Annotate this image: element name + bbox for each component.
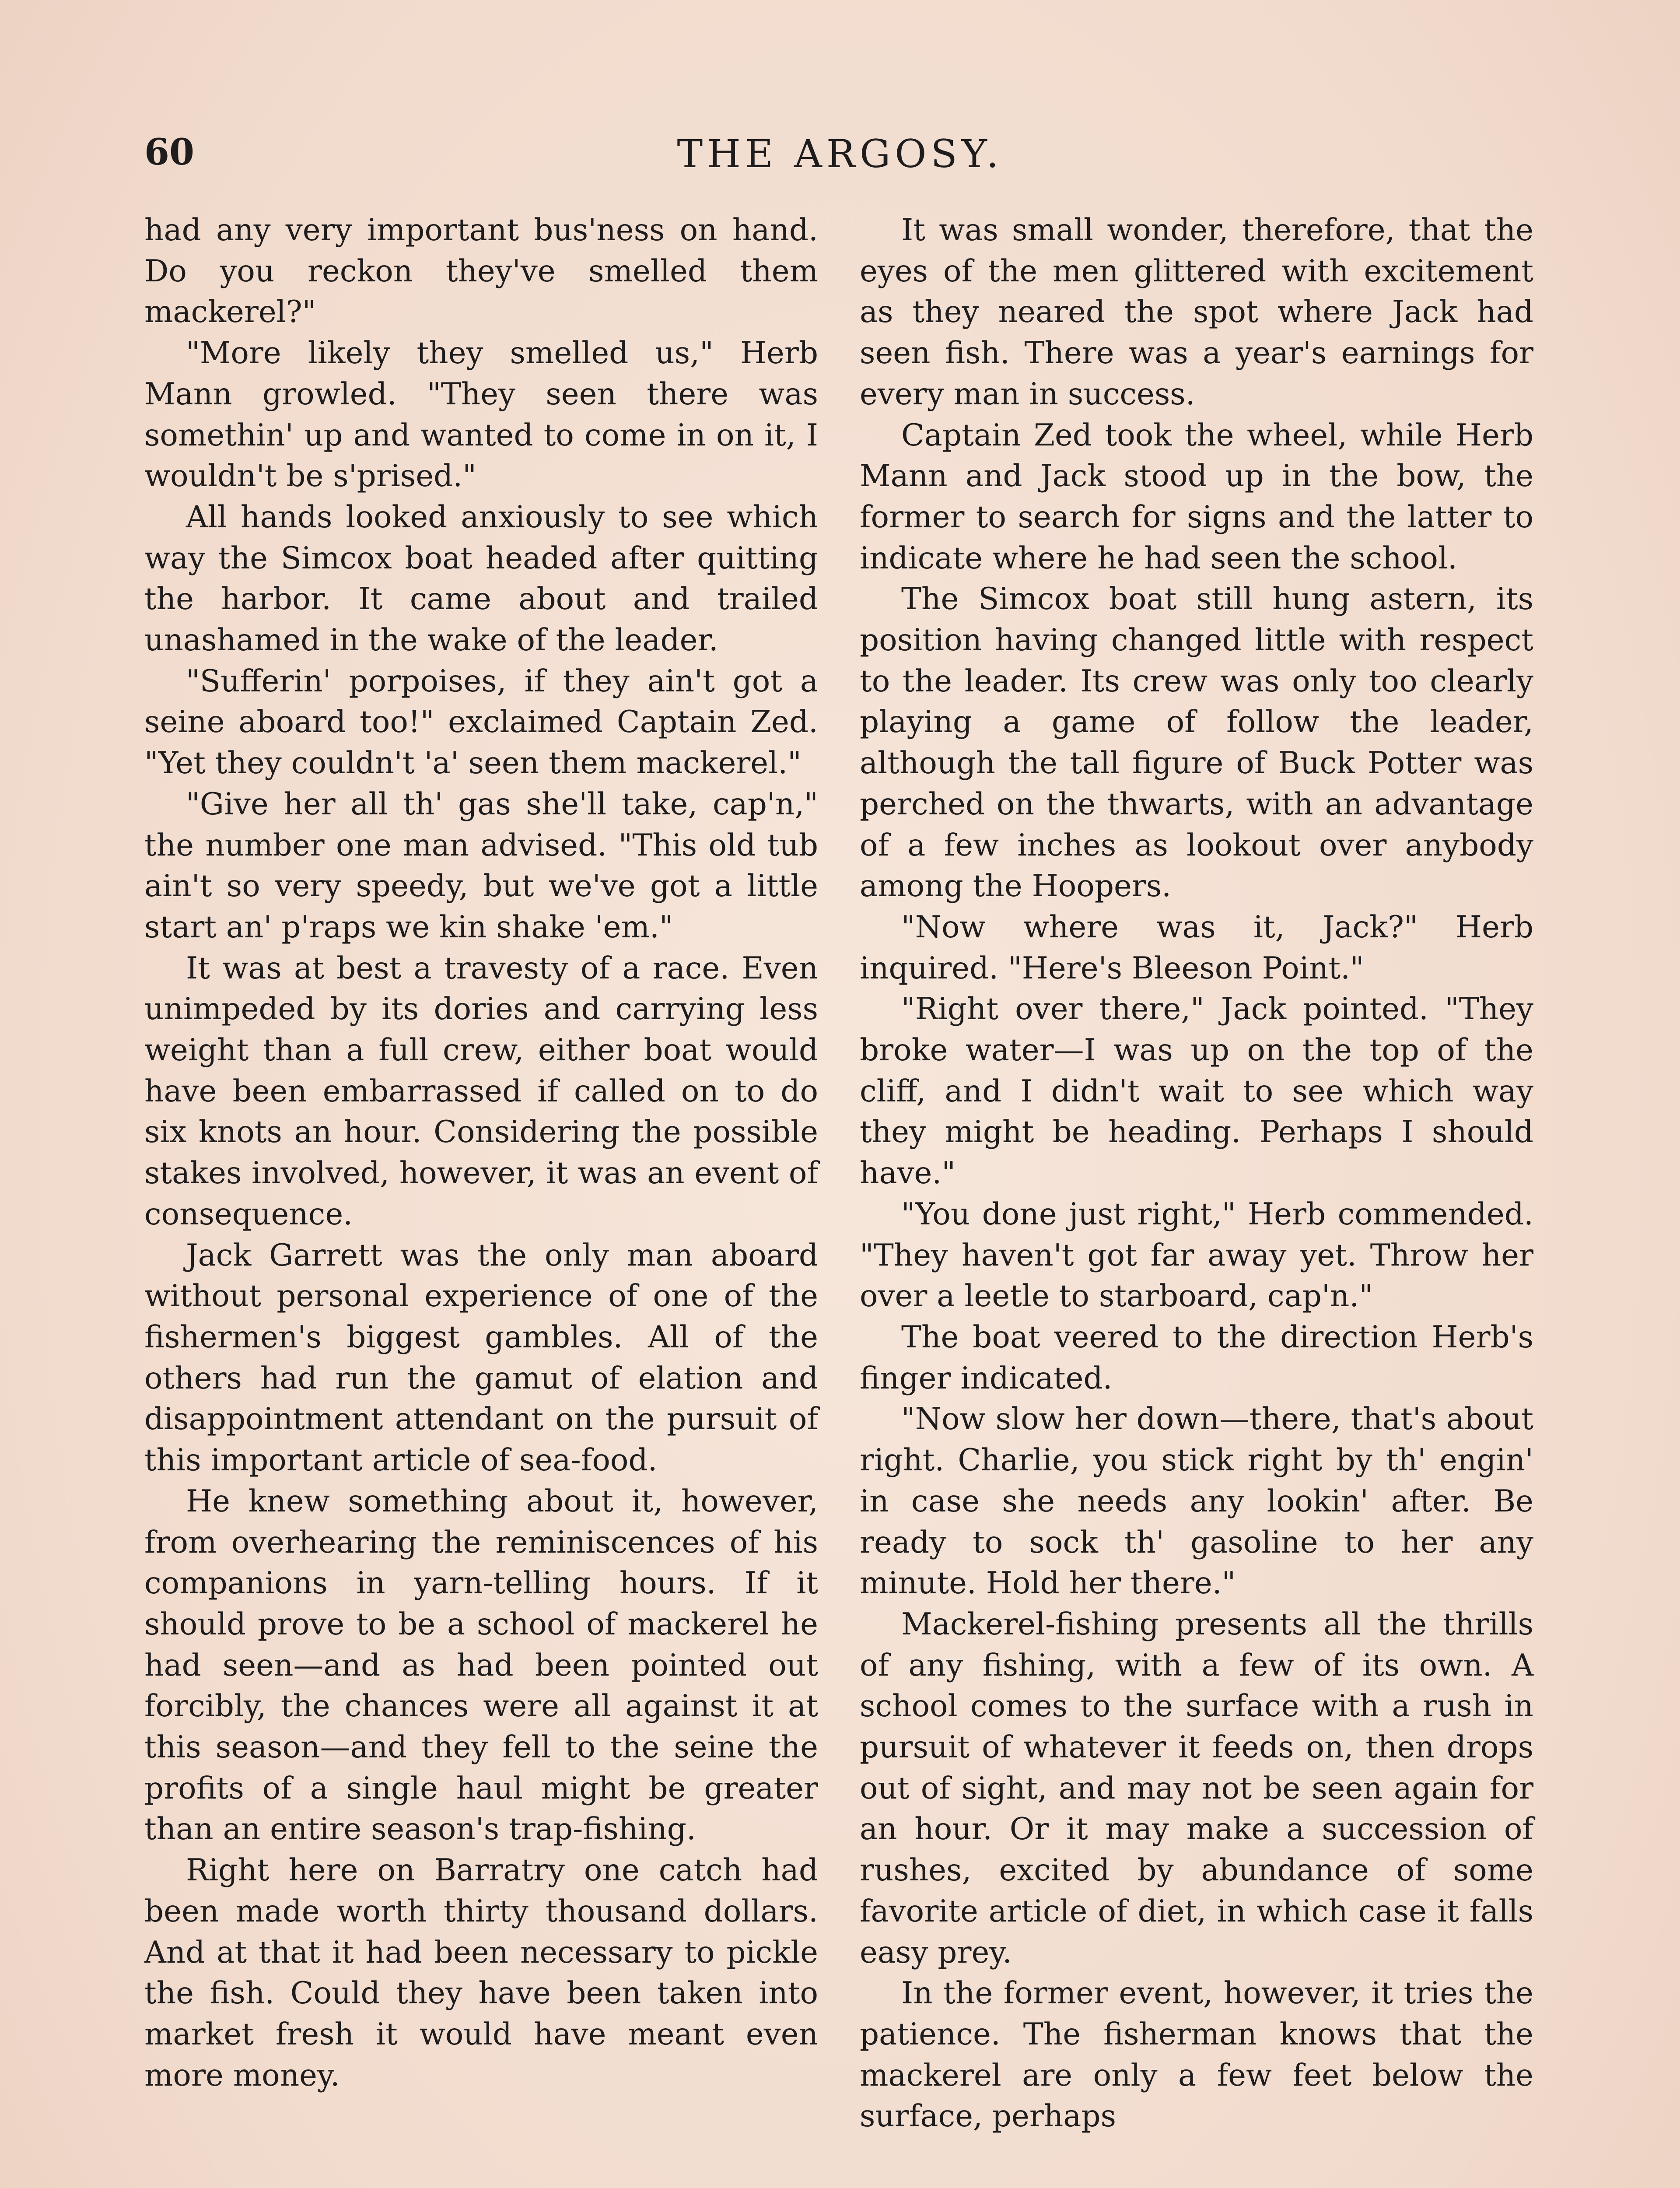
page-number: 60 [144, 131, 195, 173]
right-column [860, 210, 1533, 2137]
paragraph: "Now where was it, Jack?" Herb inquired. "Here's Bleeson Point." [860, 909, 1533, 986]
paragraph: "You done just right," Herb commended. "They haven't got far away yet. Throw her over a leetle to starboard, cap'n." [860, 1196, 1533, 1314]
page-header [144, 127, 1536, 188]
paragraph: "Sufferin' porpoises, if they ain't got a seine aboard too!" exclaimed Captain Zed. "Yet they couldn't 'a' seen them mackerel." [144, 663, 818, 781]
running-title: THE ARGOSY. [677, 131, 1003, 176]
paragraph: "Right over there," Jack pointed. "They broke water—I was up on the top of the cliff, and I didn't wait to see which way they might be heading. Perhaps I should have." [860, 992, 1533, 1191]
paragraph: It was small wonder, therefore, that the eyes of the men glittered with excitement as they neared the spot where Jack had seen fish. There was a year's earnings for every man in success. [860, 213, 1533, 412]
paragraph: "Now slow her down—there, that's about right. Charlie, you stick right by th' engin' in case she needs any lookin' after. Be ready to sock th' gasoline to her any minute. Hold her there." [860, 1402, 1533, 1601]
left-column [144, 210, 818, 2096]
paragraph: Right here on Barratry one catch had been made worth thirty thousand dollars. And at that it had been necessary to pickle the fish. Could they have been taken into market fresh it would have meant even more money. [144, 1853, 818, 2093]
paragraph: The Simcox boat still hung astern, its position having changed little with respect to the leader. Its crew was only too clearly playing a game of follow the leader, although the tall figure of Buck Potter was perched on the thwarts, with an advantage of a few inches as lookout over anybody among the Hoopers. [860, 582, 1533, 904]
paragraph: He knew something about it, however, from overhearing the reminiscences of his companions in yarn-telling hours. If it should prove to be a school of mackerel he had seen—and as had been pointed out forcibly, the chances were all against it at this season—and they fell to the seine the profits of a single haul might be greater than an entire season's trap-fishing. [144, 1483, 818, 1847]
paragraph: All hands looked anxiously to see which way the Simcox boat headed after quitting the harbor. It came about and trailed unashamed in the wake of the leader. [144, 499, 818, 658]
paragraph: Captain Zed took the wheel, while Herb Mann and Jack stood up in the bow, the former to search for signs and the latter to indicate where he had seen the school. [860, 417, 1533, 576]
paragraph: Jack Garrett was the only man aboard without personal experience of one of the fishermen's biggest gambles. All of the others had run the gamut of elation and disappointment attendant on the pursuit of this important article of sea-food. [144, 1238, 818, 1478]
paragraph: "More likely they smelled us," Herb Mann growled. "They seen there was somethin' up and wanted to come in on it, I wouldn't be s'prised." [144, 336, 818, 494]
paragraph: The boat veered to the direction Herb's finger indicated. [860, 1319, 1533, 1396]
paragraph: In the former event, however, it tries the patience. The fisherman knows that the mackerel are only a few feet below the surface, perhaps [860, 1976, 1533, 2134]
paragraph: had any very important bus'ness on hand. Do you reckon they've smelled them mackerel?" [144, 213, 818, 330]
paragraph: Mackerel-fishing presents all the thrills of any fishing, with a few of its own. A school comes to the surface with a rush in pursuit of whatever it feeds on, then drops out of sight, and may not be seen again for an hour. Or it may make a succession of rushes, excited by abundance of some favorite article of diet, in which case it falls easy prey. [860, 1606, 1533, 1970]
paragraph: "Give her all th' gas she'll take, cap'n," the number one man advised. "This old tub ain't so very speedy, but we've got a little start an' p'raps we kin shake 'em." [144, 786, 818, 945]
paragraph: It was at best a travesty of a race. Even unimpeded by its dories and carrying less weight than a full crew, either boat would have been embarrassed if called on to do six knots an hour. Considering the possible stakes involved, however, it was an event of consequence. [144, 950, 818, 1232]
